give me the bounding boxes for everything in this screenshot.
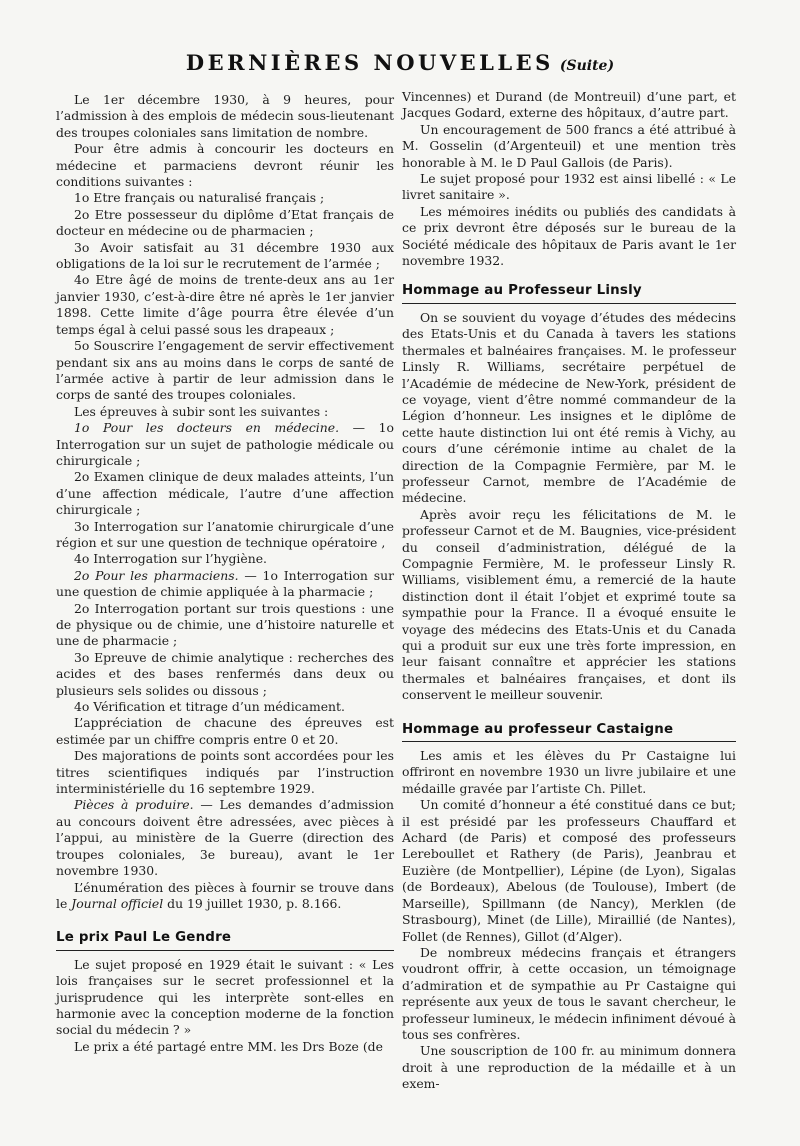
condition-item: 5o Souscrire l’engagement de servir effectivement pendant six ans au moins dans le corps de santé de l’armée active à partir de leur admission dans le corps de santé des troupes coloniales.	[56, 338, 394, 403]
exam-category: 2o Pour les pharmaciens.	[74, 567, 239, 583]
paragraph: Les mémoires inédits ou publiés des candidats à ce prix devront être déposés sur le bureau de la Société médicale des hôpitaux de Paris avant le 1er novembre 1932.	[402, 203, 736, 269]
paragraph: Le prix a été partagé entre MM. les Drs Boze (de	[74, 1038, 383, 1054]
exam-item: 2o Examen clinique de deux malades atteints, l’un d’une affection médicale, l’autre d’une affection chirurgicale ;	[56, 469, 394, 518]
paragraph: Vincennes) et Durand (de Montreuil) d’une part, et Jacques Godard, externe des hôpitaux, d’autre part.	[402, 89, 736, 121]
exam-item: 2o Interrogation portant sur trois questions : une de physique ou de chimie, une d’histoire naturelle et une de pharmacie ;	[56, 600, 394, 649]
pieces-label: Pièces à produire.	[74, 797, 194, 813]
paragraph	[56, 797, 394, 879]
condition-item: 1o Etre français ou naturalisé français ;	[74, 190, 325, 206]
paragraph: Pour être admis à concourir les docteurs en médecine et parmaciens devront réunir les conditions suivantes :	[56, 141, 394, 190]
paragraph: De nombreux médecins français et étrangers voudront offrir, à cette occasion, un témoignage d’admiration et de sympathie au Pr Castaigne qui représente aux yeux de tous le savant chercheur, le professeur lumineux, le médecin infiniment dévoué à tous ses confrères.	[402, 944, 736, 1042]
paragraph	[56, 880, 394, 913]
pieces-text: — Les demandes d’admission au concours doivent être adressées, avec pièces à l’appui, au ministère de la Guerre (direction des troupes coloniales, 3e bureau), avant le 1er novembre 1930.	[56, 797, 394, 879]
paragraph: Après avoir reçu les félicitations de M. le professeur Carnot et de M. Baugnies, vice-président du conseil d’administration, délégué de la Compagnie Fermière, M. le professeur Linsly R. Williams, visiblement ému, a remercié de la haute distinction dont il était l’objet et exprimé toute sa sympathie pour la France. Il a évoqué ensuite le voyage des médecins des Etats-Unis et du Canada qui a produit sur eux une très forte impression, en leur faisant connaître et apprécier les stations thermales et balnéaires françaises, et dont ils conservent le meilleur souvenir.	[402, 506, 736, 703]
left-column	[56, 92, 394, 1055]
condition-item: 2o Etre possesseur du diplôme d’Etat français de docteur en médecine ou de pharmacien ;	[56, 206, 394, 239]
page-title	[0, 50, 800, 75]
right-column	[402, 89, 736, 1093]
paragraph: Le 1er décembre 1930, à 9 heures, pour l’admission à des emplois de médecin sous-lieutenant des troupes coloniales sans limitation de nombre.	[56, 92, 394, 140]
exam-item: 3o Epreuve de chimie analytique : recherches des acides et des bases renfermés dans deux ou plusieurs sels solides ou dissous ;	[56, 649, 394, 698]
paragraph: Un encouragement de 500 francs a été attribué à M. Gosselin (d’Argenteuil) et une mention très honorable à M. le D Paul Gallois (de Paris).	[402, 121, 736, 170]
paragraph: On se souvient du voyage d’études des médecins des Etats-Unis et du Canada à tavers les stations thermales et balnéaires françaises. M. le professeur Linsly R. Williams, secrétaire perpétuel de l’Académie de médecine de New-York, président de ce voyage, vient d’être nommé commandeur de la Légion d’honneur. Les insignes et le diplôme de cette haute distinction lui ont été remis à Vichy, au cours d’une cérémonie intime au chalet de la direction de la Compagnie Fermière, par M. le professeur Carnot, membre de l’Académie de médecine.	[402, 309, 736, 506]
paragraph: Les épreuves à subir sont les suivantes :	[74, 403, 329, 419]
condition-item: 3o Avoir satisfait au 31 décembre 1930 aux obligations de la loi sur le recrutement de l’armée ;	[56, 239, 394, 272]
exam-item	[56, 568, 394, 601]
title-suite: (Suite)	[559, 58, 615, 74]
paragraph: L’appréciation de chacune des épreuves est estimée par un chiffre compris entre 0 et 20.	[56, 715, 394, 747]
exam-text: — 1o Interrogation sur une question de chimie appliquée à la pharmacie ;	[56, 567, 394, 600]
paragraph: Les amis et les élèves du Pr Castaigne lui offriront en novembre 1930 un livre jubilaire et une médaille gravée par l’artiste Ch. Pillet.	[402, 748, 736, 796]
exam-item: 4o Vérification et titrage d’un médicament.	[74, 699, 345, 715]
exam-item	[56, 420, 394, 469]
exam-text: — 1o Interrogation sur un sujet de pathologie médicale ou chirurgicale ;	[56, 420, 394, 468]
condition-item: 4o Etre âgé de moins de trente-deux ans au 1er janvier 1930, c’est-à-dire être né après le 1er janvier 1898. Cette limite d’âge pourra être élevée d’un temps égal à celui passé sous les drapeaux ;	[56, 272, 394, 337]
exam-item: 3o Interrogation sur l’anatomie chirurgicale d’une région et sur une question de technique opératoire ,	[56, 518, 394, 550]
paragraph: Le sujet proposé pour 1932 est ainsi libellé : « Le livret sanitaire ».	[402, 171, 736, 203]
paragraph: Un comité d’honneur a été constitué dans ce but; il est présidé par les professeurs Chauffard et Achard (de Paris) et composé des professeurs Lereboullet et Rathery (de Paris), Jeanbrau et Euzière (de Montpellier), Lépine (de Lyon), Sigalas (de Bordeaux), Abelous (de Toulouse), Imbert (de Marseille), Spillmann (de Nancy), Merklen (de Strasbourg), Minet (de Lille), Miraillié (de Nantes), Follet (de Rennes), Gillot (d’Alger).	[402, 797, 736, 944]
paragraph: Le sujet proposé en 1929 était le suivant : « Les lois françaises sur le secret professionnel et la jurisprudence qui les interprète sont-elles en harmonie avec la conception moderne de la fonction social du médecin ? »	[56, 956, 394, 1038]
section-heading-prix: Le prix Paul Le Gendre	[56, 930, 394, 950]
title-text: DERNIÈRES NOUVELLES	[185, 50, 554, 75]
section-heading-castaigne: Hommage au professeur Castaigne	[402, 722, 736, 742]
enum-text: du 19 juillet 1930, p. 8.166.	[163, 895, 342, 911]
enum-text: L’énumération des pièces à fournir se trouve dans le	[56, 879, 394, 911]
section-heading-linsly: Hommage au Professeur Linsly	[402, 283, 736, 303]
journal-title: Journal officiel	[71, 895, 164, 911]
paragraph: Des majorations de points sont accordées pour les titres scientifiques indiqués par l’instruction interministérielle du 16 septembre 1929.	[56, 748, 394, 797]
paragraph: Une souscription de 100 fr. au minimum donnera droit à une reproduction de la médaille et à un exem-	[402, 1043, 736, 1092]
exam-category: 1o Pour les docteurs en médecine.	[74, 420, 340, 436]
exam-item: 4o Interrogation sur l’hygiène.	[74, 551, 267, 567]
